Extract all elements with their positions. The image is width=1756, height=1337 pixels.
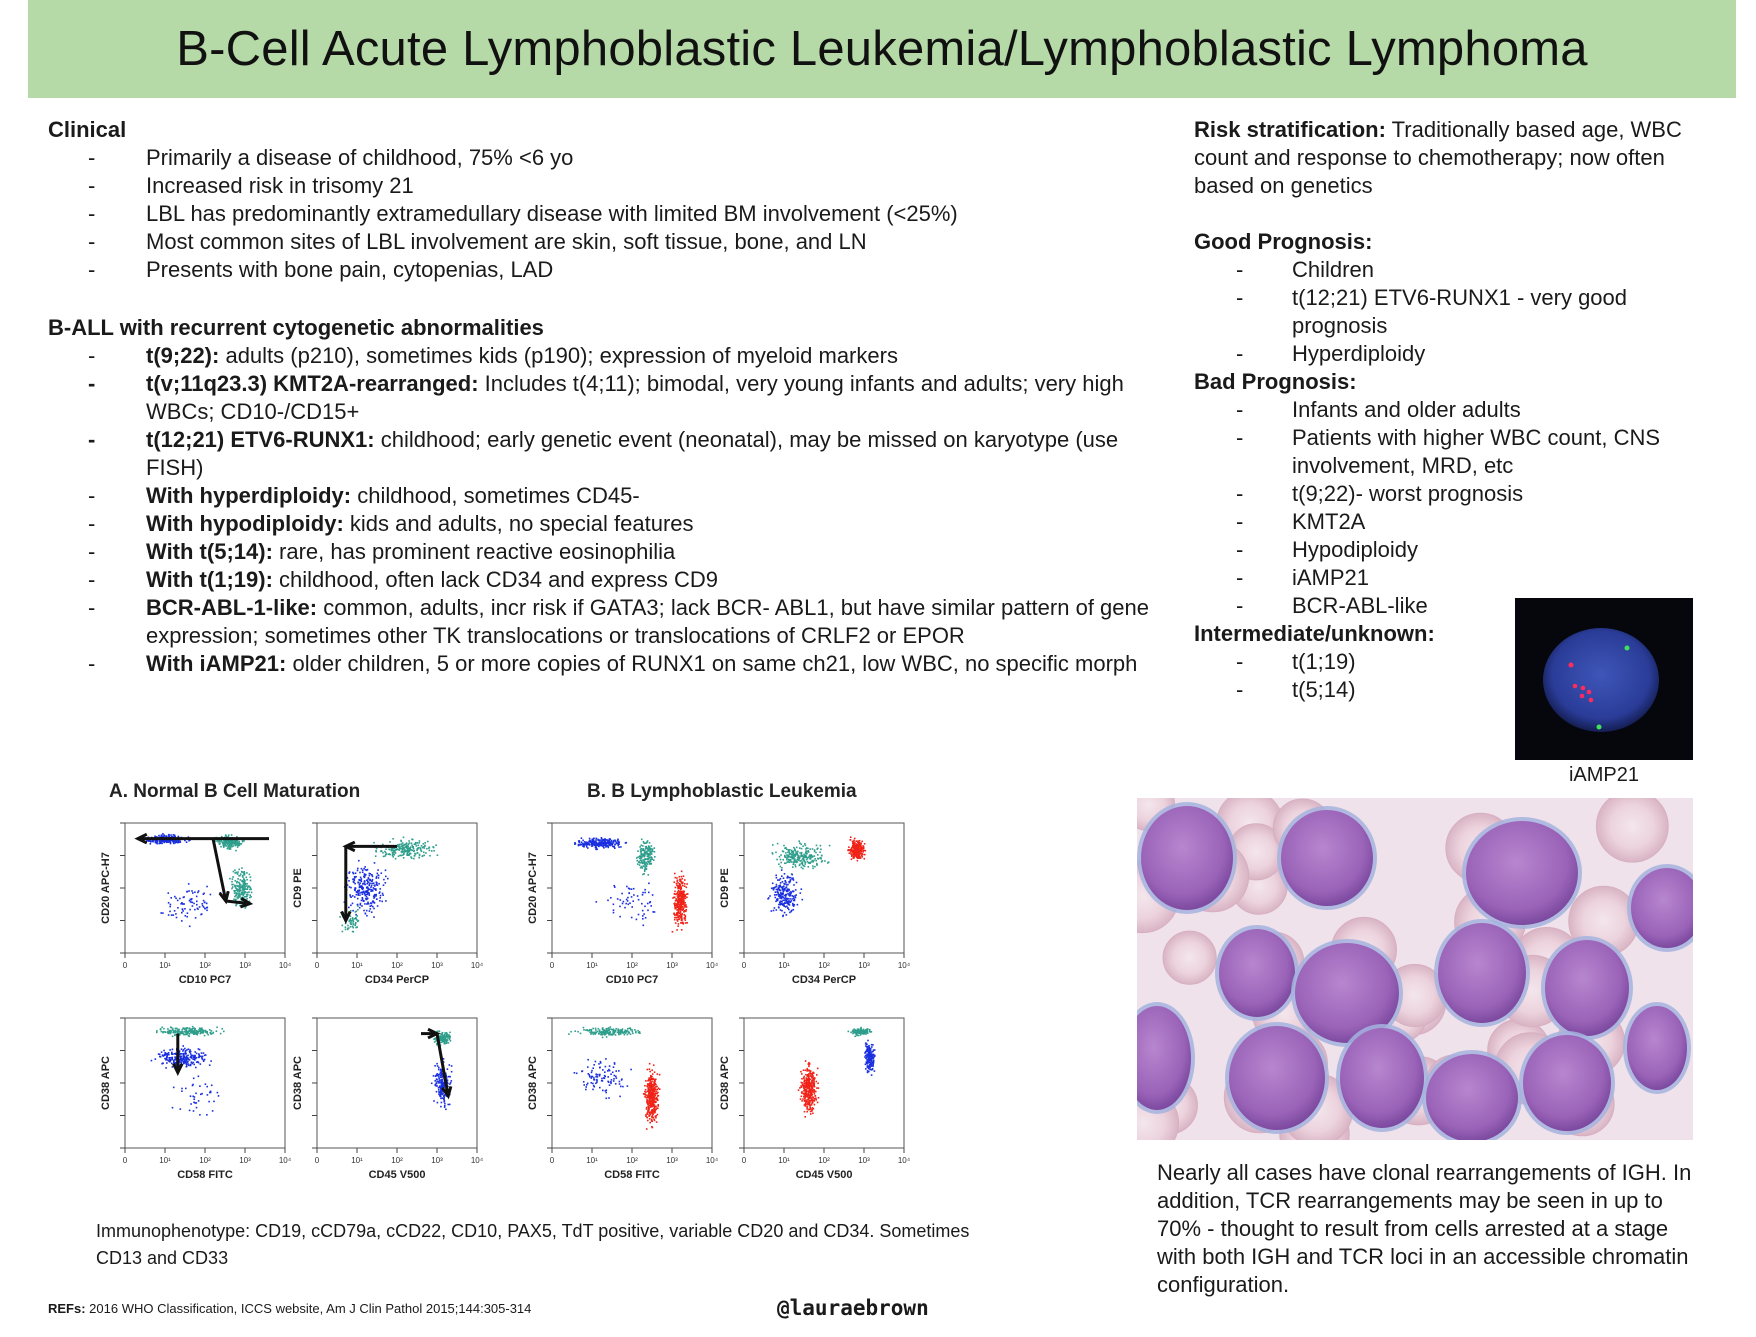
fish-image [1515, 598, 1693, 760]
x-tick-label: 10³ [858, 1156, 870, 1165]
list-item: - t(v;11q23.3) KMT2A-rearranged: Includes t(4;11); bimodal, very young infants and adults; very high WBCs; CD10-/CD15+ [88, 371, 1124, 424]
y-axis-label: CD9 PE [719, 868, 731, 908]
panel-a-title: A. Normal B Cell Maturation [109, 781, 361, 802]
x-tick-label: 10² [626, 1156, 638, 1165]
x-tick-label: 0 [122, 1156, 128, 1165]
good-prognosis-list [1194, 256, 1714, 368]
lymphoblast [1225, 1022, 1329, 1134]
y-axis-label: CD38 APC [719, 1056, 731, 1110]
lymphoblast [1541, 936, 1633, 1040]
x-tick-label: 10¹ [351, 961, 363, 970]
x-tick-label: 0 [741, 1156, 747, 1165]
plot-frame [744, 823, 904, 953]
x-axis-label: CD58 FITC [177, 1169, 233, 1181]
blood-smear-image [1137, 798, 1693, 1140]
list-item: - BCR-ABL-1-like: common, adults, incr risk if GATA3; lack BCR- ABL1, but have similar pattern of gene expression; sometimes other TK translocations or translocations of CRLF2 or EPOR [88, 595, 1149, 648]
x-tick-label: 10¹ [778, 961, 790, 970]
list-item: - Most common sites of LBL involvement are skin, soft tissue, bone, and LN [88, 229, 867, 254]
event-cluster [636, 839, 656, 876]
event-cluster [344, 860, 389, 918]
x-tick-label: 10¹ [586, 1156, 598, 1165]
list-item: - t(9;22)- worst prognosis [1236, 481, 1524, 506]
panel-b-title: B. B Lymphoblastic Leukemia [587, 781, 857, 802]
list-item: - LBL has predominantly extramedullary disease with limited BM involvement (<25%) [88, 201, 958, 226]
clinical-list [48, 144, 1168, 284]
x-tick-label: 10² [199, 1156, 211, 1165]
ball-list [48, 342, 1168, 678]
x-tick-label: 10⁴ [470, 961, 484, 970]
x-axis-label: CD34 PerCP [364, 974, 430, 986]
x-tick-label: 10³ [666, 1156, 678, 1165]
flow-plot [292, 823, 484, 986]
plot-frame [317, 823, 477, 953]
event-cluster [339, 905, 359, 932]
event-cluster [215, 834, 245, 851]
x-tick-label: 10³ [431, 961, 443, 970]
x-tick-label: 0 [314, 1156, 320, 1165]
x-tick-label: 10¹ [351, 1156, 363, 1165]
flow-plot [527, 823, 719, 986]
event-cluster [596, 883, 656, 927]
y-axis-label: CD38 APC [100, 1056, 112, 1110]
flow-plot [100, 1018, 292, 1181]
y-axis-label: CD20 APC-H7 [527, 852, 539, 924]
references: REFs: 2016 WHO Classification, ICCS website, Am J Clin Pathol 2015;144:305-314 [48, 1301, 532, 1316]
list-item: - Primarily a disease of childhood, 75% <6 yo [88, 145, 574, 170]
lymphoblast [1519, 1031, 1615, 1135]
igh-rearrangement-text: Nearly all cases have clonal rearrangements of IGH. In addition, TCR rearrangements may be seen in up to 70% - thought to result from cells arrested at a stage with both IGH and TCR loci in an accessible chromatin configuration. [1157, 1160, 1692, 1297]
list-item: - With t(5;14): rare, has prominent reactive eosinophilia [88, 539, 676, 564]
event-cluster [172, 1076, 220, 1116]
list-item: - With hyperdiploidy: childhood, sometimes CD45- [88, 483, 640, 508]
plot-frame [744, 1018, 904, 1148]
flow-plot [292, 1018, 484, 1181]
x-tick-label: 10³ [858, 961, 870, 970]
title-bar [28, 0, 1736, 98]
x-tick-label: 10⁴ [470, 1156, 484, 1165]
x-axis-label: CD10 PC7 [605, 974, 659, 986]
author-handle: @lauraebrown [777, 1296, 929, 1320]
event-cluster [373, 837, 438, 860]
event-cluster [568, 1026, 641, 1038]
list-item: - With t(1;19): childhood, often lack CD34 and express CD9 [88, 567, 719, 592]
lymphoblast [1336, 1024, 1428, 1132]
list-item: - Infants and older adults [1236, 397, 1521, 422]
x-tick-label: 10² [391, 1156, 403, 1165]
x-tick-label: 10² [626, 961, 638, 970]
event-cluster [767, 869, 803, 917]
x-axis-label: CD45 V500 [795, 1169, 853, 1181]
x-tick-label: 10² [199, 961, 211, 970]
event-cluster [798, 1060, 820, 1117]
x-tick-label: 10¹ [586, 961, 598, 970]
list-item: - t(1;19) [1236, 649, 1356, 674]
plot-frame [125, 823, 285, 953]
bad-prognosis-heading: Bad Prognosis: [1194, 369, 1357, 394]
flow-plot [719, 823, 911, 986]
x-tick-label: 0 [549, 961, 555, 970]
lymphoblast [1137, 802, 1237, 914]
list-item: - Patients with higher WBC count, CNS involvement, MRD, etc [1236, 425, 1661, 478]
y-axis-label: CD38 APC [292, 1056, 304, 1110]
event-cluster [574, 837, 627, 850]
page-title: B-Cell Acute Lymphoblastic Leukemia/Lymphoblastic Lymphoma [176, 22, 1588, 76]
x-tick-label: 10⁴ [278, 961, 292, 970]
x-tick-label: 10¹ [159, 961, 171, 970]
x-tick-label: 0 [314, 961, 320, 970]
flow-cytometry-figure [95, 768, 1005, 1198]
lymphoblast [1277, 806, 1377, 910]
bad-prognosis-list [1194, 396, 1714, 620]
x-tick-label: 10² [391, 961, 403, 970]
x-tick-label: 10⁴ [705, 1156, 719, 1165]
maturation-arrow [213, 839, 226, 901]
event-cluster [772, 840, 831, 874]
x-tick-label: 0 [122, 961, 128, 970]
x-tick-label: 10¹ [778, 1156, 790, 1165]
plot-frame [552, 1018, 712, 1148]
event-cluster [864, 1040, 876, 1076]
list-item: - With iAMP21: older children, 5 or more copies of RUNX1 on same ch21, low WBC, no specific morph [88, 651, 1138, 676]
list-item: - Increased risk in trisomy 21 [88, 173, 414, 198]
plot-frame [552, 823, 712, 953]
event-cluster [643, 1063, 661, 1130]
x-axis-label: CD34 PerCP [791, 974, 857, 986]
fish-caption: iAMP21 [1568, 764, 1640, 786]
left-column [48, 116, 1168, 678]
event-cluster [847, 836, 866, 861]
x-tick-label: 10³ [431, 1156, 443, 1165]
x-tick-label: 0 [741, 961, 747, 970]
red-blood-cell [1596, 798, 1668, 862]
flow-plot [527, 1018, 719, 1181]
plot-frame [125, 1018, 285, 1148]
flow-plot [719, 1018, 911, 1181]
y-axis-label: CD9 PE [292, 868, 304, 908]
list-item: - Children [1236, 257, 1374, 282]
x-tick-label: 10³ [239, 961, 251, 970]
x-tick-label: 10³ [239, 1156, 251, 1165]
list-item: - With hypodiploidy: kids and adults, no special features [88, 511, 694, 536]
lymphoblast [1215, 925, 1299, 1021]
list-item: - t(5;14) [1236, 677, 1356, 702]
x-tick-label: 10⁴ [278, 1156, 292, 1165]
list-item: - iAMP21 [1236, 565, 1370, 590]
list-item: - KMT2A [1236, 509, 1366, 534]
x-axis-label: CD45 V500 [368, 1169, 426, 1181]
list-item: - Presents with bone pain, cytopenias, LAD [88, 257, 554, 282]
list-item: - Hypodiploidy [1236, 537, 1418, 562]
x-tick-label: 10⁴ [897, 961, 911, 970]
x-tick-label: 10¹ [159, 1156, 171, 1165]
x-tick-label: 10⁴ [897, 1156, 911, 1165]
x-tick-label: 10² [818, 1156, 830, 1165]
list-item: - t(12;21) ETV6-RUNX1: childhood; early genetic event (neonatal), may be missed on karyotype (use FISH) [88, 427, 1119, 480]
lymphoblast [1623, 1002, 1691, 1094]
event-cluster [672, 871, 689, 933]
event-cluster [848, 1027, 873, 1037]
event-cluster [156, 1026, 225, 1037]
x-tick-label: 10² [818, 961, 830, 970]
event-cluster [160, 883, 221, 927]
y-axis-label: CD20 APC-H7 [100, 852, 112, 924]
list-item: - BCR-ABL-like [1236, 593, 1428, 618]
x-tick-label: 0 [549, 1156, 555, 1165]
list-item: - t(12;21) ETV6-RUNX1 - very good prognosis [1236, 285, 1628, 338]
y-axis-label: CD38 APC [527, 1056, 539, 1110]
x-axis-label: CD58 FITC [604, 1169, 660, 1181]
list-item: - t(9;22): adults (p210), sometimes kids (p190); expression of myeloid markers [88, 343, 898, 368]
risk-stratification: Risk stratification: Traditionally based age, WBC count and response to chemotherapy; now often based on genetics [1194, 117, 1682, 198]
immunophenotype-text: Immunophenotype: CD19, cCD79a, cCD22, CD10, PAX5, TdT positive, variable CD20 and CD34. Sometimes CD13 and CD33 [96, 1221, 970, 1268]
lymphoblast [1434, 919, 1530, 1027]
flow-plot [100, 823, 292, 986]
event-cluster [574, 1058, 632, 1099]
intermediate-heading: Intermediate/unknown: [1194, 621, 1435, 646]
x-tick-label: 10⁴ [705, 961, 719, 970]
plot-frame [317, 1018, 477, 1148]
ball-heading: B-ALL with recurrent cytogenetic abnormalities [48, 315, 544, 340]
red-blood-cell [1163, 931, 1216, 984]
lymphoblast [1462, 817, 1582, 929]
x-axis-label: CD10 PC7 [178, 974, 232, 986]
list-item: - Hyperdiploidy [1236, 341, 1426, 366]
clinical-heading: Clinical [48, 117, 127, 142]
x-tick-label: 10³ [666, 961, 678, 970]
good-prognosis-heading: Good Prognosis: [1194, 229, 1373, 254]
